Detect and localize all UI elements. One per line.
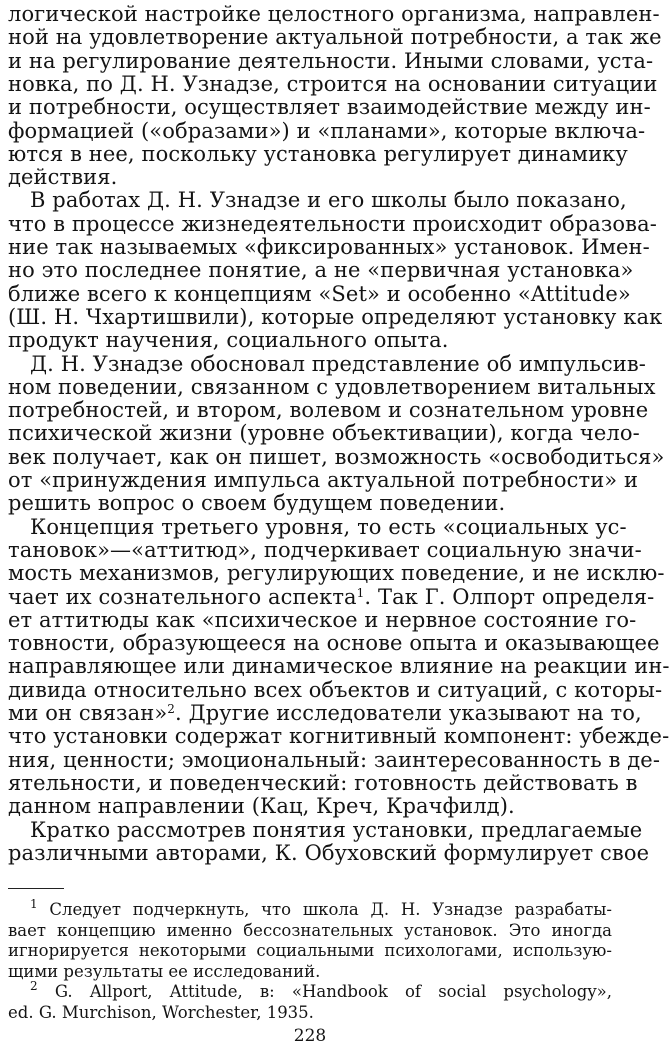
footnote-line: щими результаты ее исследований. <box>8 961 321 981</box>
text-line: ние так называемых «фиксированных» установок. Имен- <box>8 235 650 259</box>
text-line: Концепция третьего уровня, то есть «социальных ус- <box>30 514 627 539</box>
footnote-line: $^2$ G. Allport, Attitude, в: «Handbook of social psychology», <box>30 979 612 1001</box>
footnote-line: вает концепцию именно бессознательных установок. Это иногда <box>8 920 612 940</box>
text-line: различными авторами, К. Обуховский формулирует свое <box>8 840 650 865</box>
text-line: товности, образующееся на основе опыта и оказывающее <box>8 631 660 656</box>
text-line: и потребности, осуществляет взаимодействие между ин- <box>8 95 651 120</box>
text-line: данном направлении (Кац, Креч, Крачфилд). <box>8 794 515 819</box>
text-line: ной на удовлетворение актуальной потребности, а так же <box>8 25 662 50</box>
text-line: ятельности, и поведенческий: готовность действовать в <box>8 770 638 795</box>
text-line: формацией («образами») и «планами», которые включа- <box>8 118 646 143</box>
page-number: 228 <box>293 1026 327 1046</box>
text-line: направляющее или динамическое влияние на реакции ин- <box>8 654 670 679</box>
footnote-reference[interactable]: 1 <box>356 585 365 600</box>
text-line: ются в нее, поскольку установка регулирует динамику <box>8 141 628 166</box>
footnote-reference[interactable]: 2 <box>167 702 176 716</box>
text-line: от «принуждения импульса актуальной потребности» и <box>8 468 639 492</box>
footnote-separator <box>8 888 64 889</box>
text-line: ном поведении, связанном с удовлетворением витальных <box>8 374 656 399</box>
text-line: тановок»—«аттитюд», подчеркивает социальную значи- <box>8 537 642 562</box>
text-line: мость механизмов, регулирующих поведение, и не исклю- <box>8 561 665 586</box>
footnote-line: ed. G. Murchison, Worchester, 1935. <box>8 1002 314 1022</box>
text-line: что в процессе жизнедеятельности происходит образова- <box>8 211 657 236</box>
text-line: новка, по Д. Н. Узнадзе, строится на основании ситуации <box>8 71 658 96</box>
footnote-line: $^1$ Следует подчеркнуть, что школа Д. Н. Узнадзе разрабаты- <box>30 897 612 919</box>
text-line: В работах Д. Н. Узнадзе и его школы было показано, <box>30 188 627 213</box>
text-line: действия. <box>8 165 118 190</box>
text-line: но это последнее понятие, а не «первичная установка» <box>8 258 634 283</box>
text-line: психической жизни (уровне объективации), когда чело- <box>8 421 640 446</box>
text-line: решить вопрос о своем будущем поведении. <box>8 491 506 516</box>
text-line: ближе всего к концепциям «Set» и особенно «Attitude» <box>8 281 631 306</box>
text-line: ет аттитюды как «психическое и нервное состояние го- <box>8 607 637 632</box>
text-line: логической настройке целостного организма, направлен- <box>8 2 660 26</box>
text-line: век получает, как он пишет, возможность «освободиться» <box>8 444 665 469</box>
text-line: Кратко рассмотрев понятия установки, предлагаемые <box>30 817 643 842</box>
text-line: потребностей, и втором, волевом и сознательном уровне <box>8 398 649 423</box>
text-line: чает их сознательного аспекта$^1$. Так Г. Олпорт определя- <box>8 584 655 609</box>
text-line: (Ш. Н. Чхартишвили), которые определяют установку как <box>8 304 663 329</box>
text-line: Д. Н. Узнадзе обосновал представление об импульсив- <box>30 351 646 376</box>
footnote-mark: 2 <box>30 979 38 993</box>
text-line: и на регулирование деятельности. Иными словами, уста- <box>8 48 654 73</box>
text-line: продукт научения, социального опыта. <box>8 328 449 353</box>
text-line: ми он связан»$^2$. Другие исследователи указывают на то, <box>8 701 642 725</box>
footnote-mark: 1 <box>30 897 38 911</box>
text-line: ния, ценности; эмоциональный: заинтересованность в де- <box>8 747 661 772</box>
text-line: дивида относительно всех объектов и ситуаций, с которы- <box>8 677 663 702</box>
text-line: что установки содержат когнитивный компонент: убежде- <box>8 724 670 749</box>
footnote-line: игнорируется некоторыми социальными психологами, использую- <box>8 941 612 960</box>
